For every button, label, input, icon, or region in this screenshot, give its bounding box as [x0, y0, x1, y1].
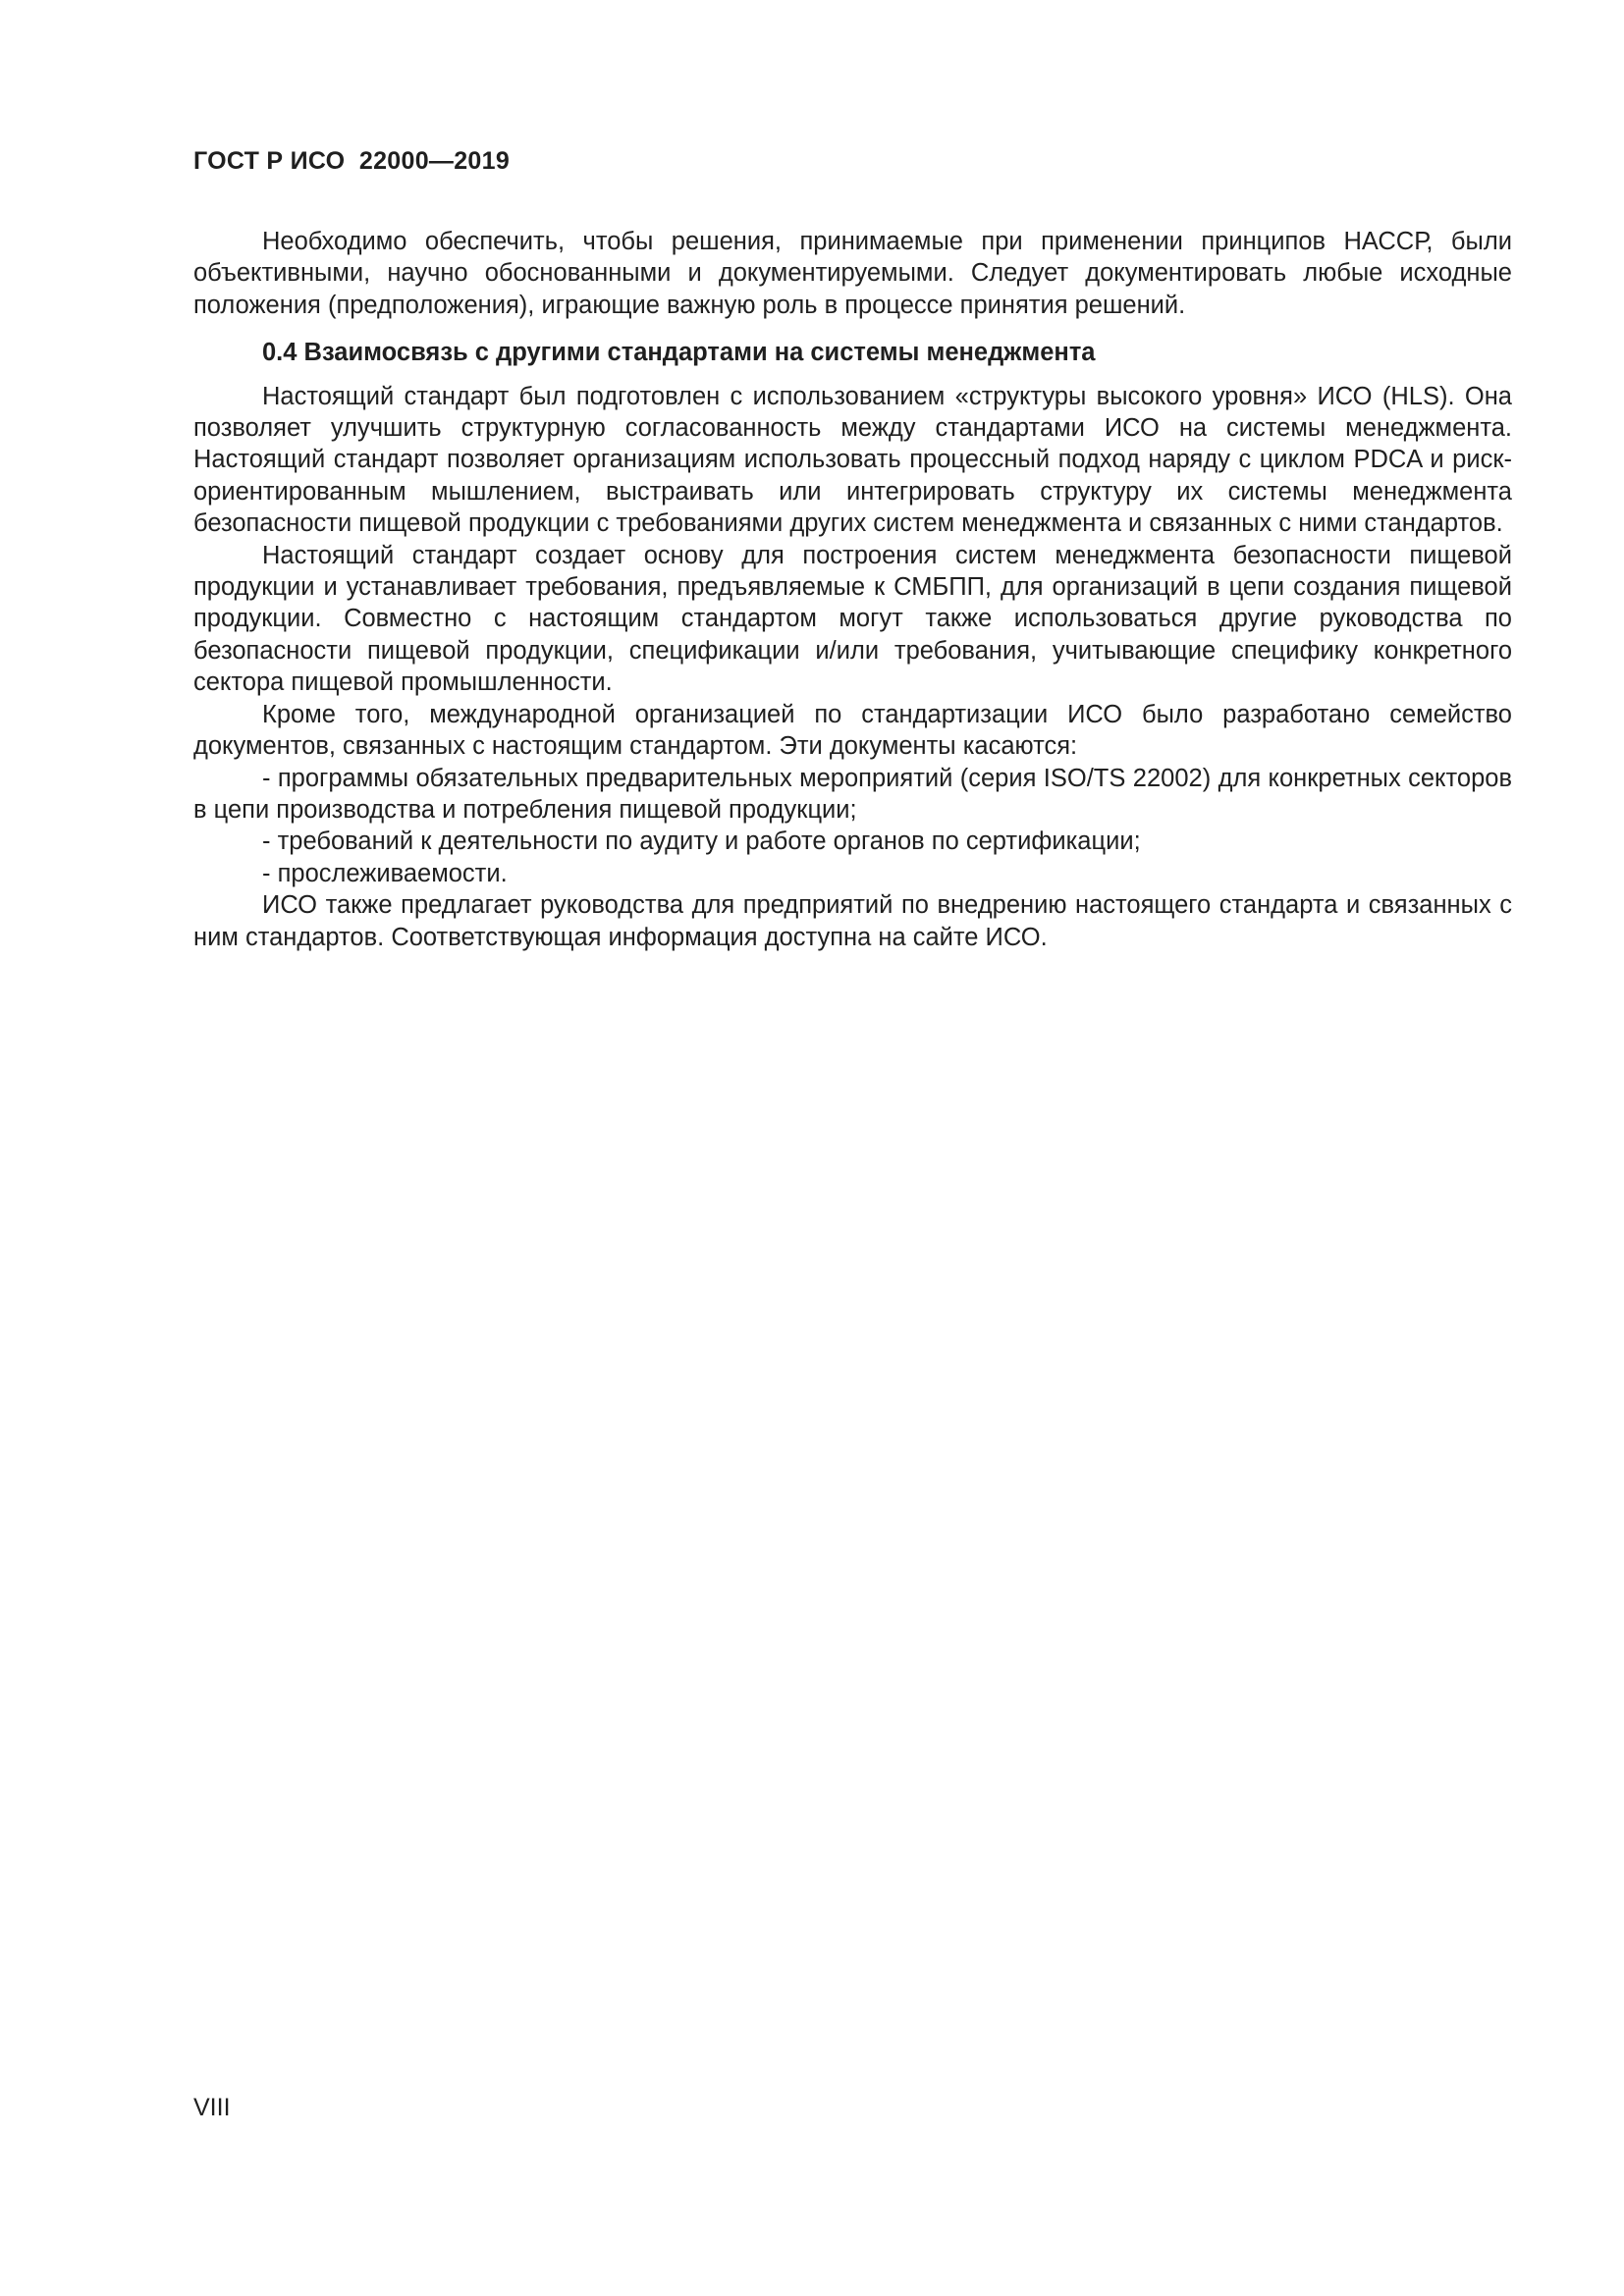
- intro-paragraph: Необходимо обеспечить, чтобы решения, принимаемые при применении принципов НАССР, были объективными, научно обоснованными и документируемыми. Следует документировать любые исходные положения (предположения), играющие важную роль в процессе принятия решений.: [193, 228, 1512, 319]
- document-list: [193, 763, 1512, 890]
- document-header: ГОСТ Р ИСО 22000—2019: [193, 147, 511, 175]
- list-item: - прослеживаемости.: [262, 859, 508, 887]
- closing-paragraph: ИСО также предлагает руководства для предприятий по внедрению настоящего стандарта и связанных с ним стандартов. Соответствующая информация доступна на сайте ИСО.: [193, 891, 1512, 951]
- list-item: - программы обязательных предварительных мероприятий (серия ISO/TS 22002) для конкретных секторов в цепи производства и потребления пищевой продукции;: [193, 764, 1512, 824]
- page-number: VIII: [193, 2094, 231, 2121]
- paragraph-family: Кроме того, международной организацией по стандартизации ИСО было разработано семейство документов, связанных с настоящим стандартом. Эти документы касаются:: [193, 700, 1512, 761]
- document-body: [193, 226, 1512, 953]
- paragraph-basis: Настоящий стандарт создает основу для построения систем менеджмента безопасности пищевой продукции и устанавливает требования, предъявляемые к СМБПП, для организаций в цепи создания пищевой продукции. Совместно с настоящим стандартом могут также использоваться другие руководства по безопасности пищевой продукции, спецификации и/или требования, учитывающие специфику конкретного сектора пищевой промышленности.: [193, 541, 1512, 697]
- list-item: - требований к деятельности по аудиту и работе органов по сертификации;: [262, 828, 1141, 856]
- paragraph-hls: Настоящий стандарт был подготовлен с использованием «структуры высокого уровня» ИСО (HLS). Она позволяет улучшить структурную согласованность между стандартами ИСО на системы менеджмента. Настоящий стандарт позволяет организациям использовать процессный подход наряду с циклом PDCA и риск-ориентированным мышлением, выстраивать или интегрировать структуру их системы менеджмента безопасности пищевой продукции с требованиями других систем менеджмента и связанных с ними стандартов.: [193, 382, 1512, 538]
- section-heading: 0.4 Взаимосвязь с другими стандартами на системы менеджмента: [262, 339, 1096, 367]
